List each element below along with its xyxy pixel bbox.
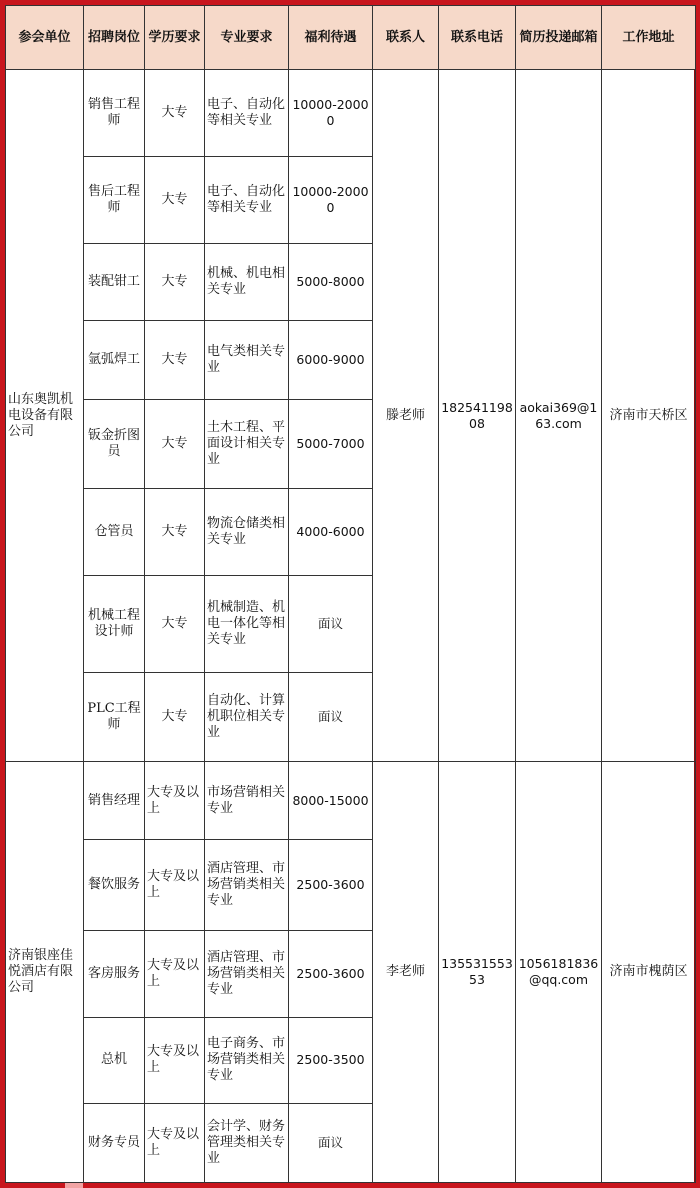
header-contact: 联系人 xyxy=(373,6,439,70)
job-position: 财务专员 xyxy=(84,1103,145,1182)
header-company: 参会单位 xyxy=(6,6,84,70)
job-education: 大专 xyxy=(145,243,205,320)
header-phone: 联系电话 xyxy=(439,6,516,70)
job-major: 自动化、计算机职位相关专业 xyxy=(205,673,289,762)
job-major: 酒店管理、市场营销类相关专业 xyxy=(205,839,289,930)
job-education: 大专及以上 xyxy=(145,762,205,839)
work-address: 济南市天桥区 xyxy=(602,70,696,762)
job-education: 大专 xyxy=(145,320,205,399)
job-salary: 6000-9000 xyxy=(289,320,373,399)
job-major: 机械制造、机电一体化等相关专业 xyxy=(205,575,289,672)
job-position: 总机 xyxy=(84,1018,145,1103)
job-major: 市场营销相关专业 xyxy=(205,762,289,839)
job-major: 土木工程、平面设计相关专业 xyxy=(205,400,289,489)
job-salary: 2500-3600 xyxy=(289,839,373,930)
job-salary: 2500-3500 xyxy=(289,1018,373,1103)
contact-person: 李老师 xyxy=(373,762,439,1183)
job-education: 大专 xyxy=(145,157,205,243)
contact-person: 滕老师 xyxy=(373,70,439,762)
job-major: 会计学、财务管理类相关专业 xyxy=(205,1103,289,1182)
job-position: 机械工程设计师 xyxy=(84,575,145,672)
work-address: 济南市槐荫区 xyxy=(602,762,696,1183)
job-position: 装配钳工 xyxy=(84,243,145,320)
job-major: 电子、自动化等相关专业 xyxy=(205,70,289,157)
job-education: 大专及以上 xyxy=(145,839,205,930)
company-name: 济南银座佳悦酒店有限公司 xyxy=(6,762,84,1183)
contact-phone: 13553155353 xyxy=(439,762,516,1183)
header-salary: 福利待遇 xyxy=(289,6,373,70)
header-position: 招聘岗位 xyxy=(84,6,145,70)
job-major: 机械、机电相关专业 xyxy=(205,243,289,320)
job-education: 大专 xyxy=(145,70,205,157)
job-education: 大专 xyxy=(145,489,205,575)
job-position: 餐饮服务 xyxy=(84,839,145,930)
job-education: 大专 xyxy=(145,400,205,489)
job-salary: 10000-20000 xyxy=(289,157,373,243)
contact-email: 1056181836@qq.com xyxy=(516,762,602,1183)
job-position: 氩弧焊工 xyxy=(84,320,145,399)
job-education: 大专 xyxy=(145,575,205,672)
header-row xyxy=(6,6,696,70)
job-salary: 10000-20000 xyxy=(289,70,373,157)
job-position: 销售经理 xyxy=(84,762,145,839)
job-salary: 2500-3600 xyxy=(289,931,373,1018)
header-email: 简历投递邮箱 xyxy=(516,6,602,70)
company-name: 山东奥凯机电设备有限公司 xyxy=(6,70,84,762)
job-major: 电子、自动化等相关专业 xyxy=(205,157,289,243)
job-salary: 面议 xyxy=(289,575,373,672)
job-major: 酒店管理、市场营销类相关专业 xyxy=(205,931,289,1018)
job-salary: 4000-6000 xyxy=(289,489,373,575)
job-major: 电气类相关专业 xyxy=(205,320,289,399)
header-address: 工作地址 xyxy=(602,6,696,70)
job-position: 销售工程师 xyxy=(84,70,145,157)
header-major: 专业要求 xyxy=(205,6,289,70)
job-salary: 面议 xyxy=(289,1103,373,1182)
job-position: 客房服务 xyxy=(84,931,145,1018)
job-education: 大专及以上 xyxy=(145,931,205,1018)
job-education: 大专及以上 xyxy=(145,1018,205,1103)
header-education: 学历要求 xyxy=(145,6,205,70)
table-row xyxy=(6,70,696,157)
contact-phone: 18254119808 xyxy=(439,70,516,762)
job-salary: 面议 xyxy=(289,673,373,762)
job-education: 大专 xyxy=(145,673,205,762)
job-major: 物流仓储类相关专业 xyxy=(205,489,289,575)
table-row xyxy=(6,762,696,839)
contact-email: aokai369@163.com xyxy=(516,70,602,762)
job-salary: 5000-7000 xyxy=(289,400,373,489)
job-position: 钣金折图员 xyxy=(84,400,145,489)
job-position: 仓管员 xyxy=(84,489,145,575)
job-salary: 5000-8000 xyxy=(289,243,373,320)
job-salary: 8000-15000 xyxy=(289,762,373,839)
document-frame xyxy=(5,5,695,1183)
job-position: 售后工程师 xyxy=(84,157,145,243)
job-listing-table xyxy=(5,5,696,1183)
job-major: 电子商务、市场营销类相关专业 xyxy=(205,1018,289,1103)
job-education: 大专及以上 xyxy=(145,1103,205,1182)
decorative-mark xyxy=(65,1183,83,1188)
job-position: PLC工程师 xyxy=(84,673,145,762)
